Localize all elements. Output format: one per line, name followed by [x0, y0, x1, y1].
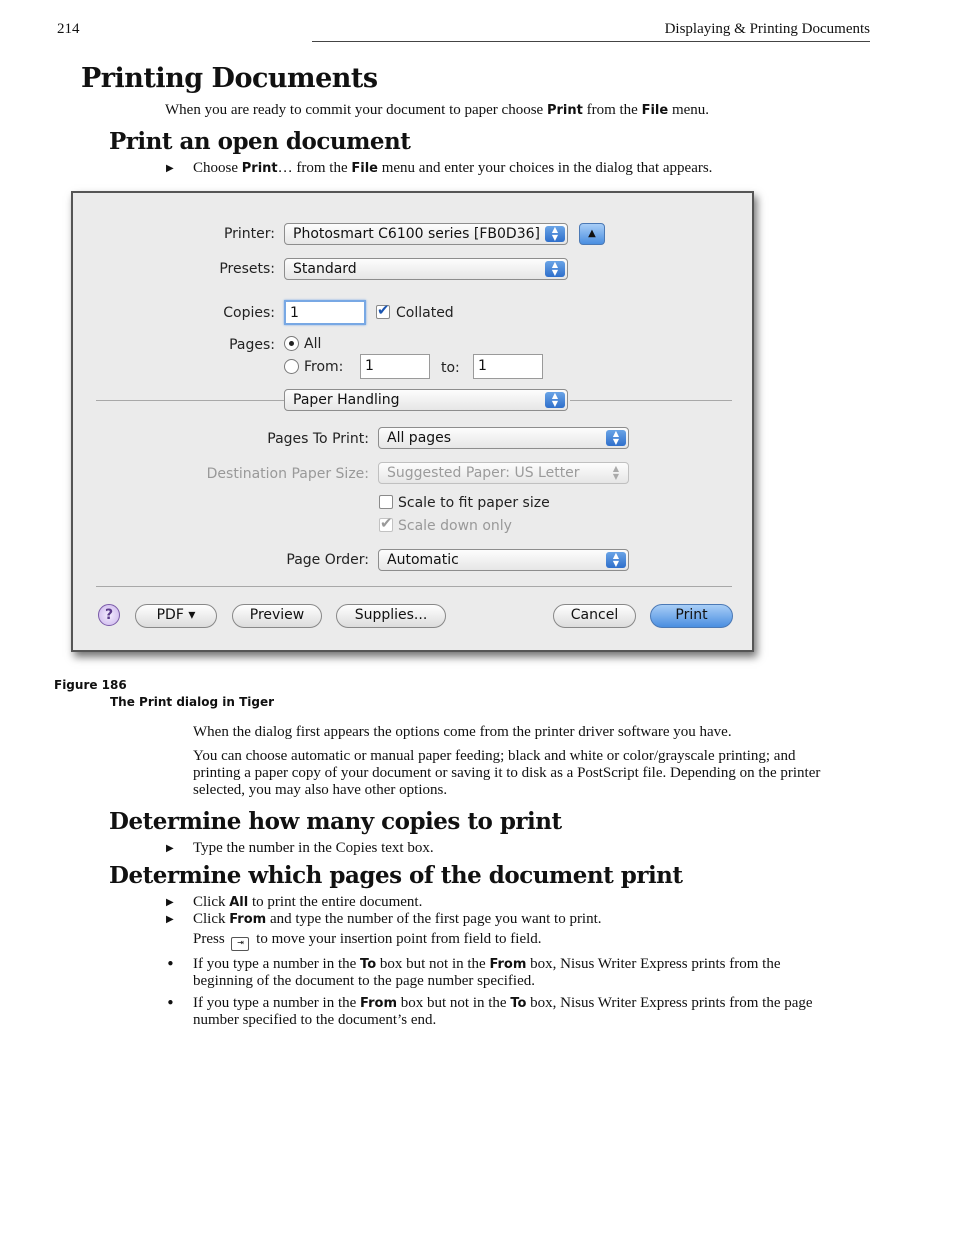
to-field[interactable]: 1 [473, 354, 543, 379]
tab-key-icon: ⇥ [231, 937, 249, 951]
checkmark-icon: ✔ [380, 514, 393, 532]
panel-value: Paper Handling [293, 392, 400, 408]
bullet-text: box, Nisus Writer Express prints from the page number specified to the document’s end. [193, 995, 813, 1028]
pages-all-radio[interactable] [284, 336, 299, 351]
intro-text: menu. [668, 102, 710, 118]
printer-label: Printer: [223, 226, 275, 242]
popup-arrows-icon: ▲ ▼ [606, 430, 626, 446]
pages-all-label: All [304, 336, 322, 352]
copies-label: Copies: [223, 305, 275, 321]
step-print-term: Print [241, 161, 278, 176]
divider [96, 586, 732, 587]
bullet-from-box [193, 995, 843, 1029]
arrow-bullet-icon: ▶ [166, 163, 174, 174]
page-order-label: Page Order: [286, 552, 369, 568]
to-label: to: [441, 360, 460, 376]
paragraph-driver: When the dialog first appears the options come from the printer driver software you have. [193, 724, 732, 740]
intro-paragraph [165, 102, 709, 119]
presets-value: Standard [293, 261, 357, 277]
step-text: Click [193, 894, 230, 910]
scale-down-checkbox [379, 514, 393, 532]
from-term: From [360, 996, 397, 1011]
section-title: Printing Documents [81, 63, 378, 94]
step-text: Press [193, 931, 229, 947]
figure-number: Figure 186 [54, 678, 127, 692]
scale-fit-checkbox[interactable] [379, 495, 393, 509]
destination-size-value: Suggested Paper: US Letter [387, 465, 580, 481]
dot-bullet-icon: • [166, 955, 175, 973]
bullet-to-box [193, 956, 843, 990]
printer-popup[interactable] [284, 223, 568, 245]
bullet-text: box but not in the [376, 956, 490, 972]
intro-text: When you are ready to commit your document to paper choose [165, 102, 547, 118]
heading-copies: Determine how many copies to print [109, 808, 562, 835]
intro-file-term: File [641, 103, 669, 118]
paragraph-options: You can choose automatic or manual paper feeding; black and white or color/grayscale printing; and printing a paper copy of your document or saving it to disk as a PostScript file. Depending on the printer selected, you may also have other options. [193, 748, 821, 798]
destination-size-label: Destination Paper Size: [206, 466, 369, 482]
from-term: From [229, 912, 267, 927]
checkmark-icon: ✔ [377, 301, 390, 319]
step-click-from [193, 911, 602, 928]
to-term: To [510, 996, 527, 1011]
pages-from-radio[interactable] [284, 359, 299, 374]
step-choose-print [193, 160, 712, 177]
help-icon: ? [104, 607, 114, 623]
arrow-bullet-icon: ▶ [166, 843, 174, 854]
pages-to-print-label: Pages To Print: [267, 431, 369, 447]
to-term: To [360, 957, 377, 972]
pages-to-print-value: All pages [387, 430, 452, 446]
step-text: and type the number of the first page you want to print. [266, 911, 602, 927]
from-field[interactable]: 1 [360, 354, 430, 379]
page-number: 214 [57, 21, 80, 37]
bullet-text: box, Nisus Writer Express prints from the beginning of the document to the page number specified. [193, 956, 781, 989]
running-head: Displaying & Printing Documents [664, 21, 870, 37]
popup-arrows-icon: ▲ ▼ [612, 464, 620, 481]
popup-arrows-icon: ▲ ▼ [545, 392, 565, 408]
page-order-value: Automatic [387, 552, 459, 568]
collated-label: Collated [396, 305, 454, 321]
step-text: menu and enter your choices in the dialog that appears. [377, 160, 713, 176]
bullet-text: box but not in the [396, 995, 511, 1011]
print-dialog [71, 191, 754, 652]
from-term: From [489, 957, 527, 972]
scale-down-label: Scale down only [398, 518, 512, 534]
divider [96, 400, 284, 401]
intro-text: from the [582, 102, 642, 118]
scale-fit-label: Scale to fit paper size [398, 495, 550, 511]
presets-label: Presets: [219, 261, 275, 277]
pages-label: Pages: [229, 337, 275, 353]
step-press-tab [193, 931, 542, 951]
presets-popup[interactable] [284, 258, 568, 280]
collated-checkbox[interactable] [376, 301, 390, 319]
heading-which-pages: Determine which pages of the document print [109, 862, 683, 889]
figure-caption: The Print dialog in Tiger [110, 695, 275, 709]
supplies-button[interactable]: Supplies... [336, 604, 446, 628]
arrow-bullet-icon: ▶ [166, 897, 174, 908]
step-text: Click [193, 911, 230, 927]
disclosure-button[interactable] [579, 223, 605, 245]
heading-print-open: Print an open document [109, 128, 411, 155]
all-term: All [229, 895, 249, 910]
printer-value: Photosmart C6100 series [FB0D36] [293, 226, 540, 242]
pdf-button[interactable]: PDF ▾ [135, 604, 217, 628]
step-text: … from the [277, 160, 352, 176]
destination-size-popup [378, 462, 629, 484]
step-text: to move your insertion point from field to field. [252, 931, 542, 947]
step-copies: Type the number in the Copies text box. [193, 840, 434, 856]
copies-field[interactable]: 1 [284, 300, 366, 325]
step-text: Choose [193, 160, 242, 176]
divider [570, 400, 732, 401]
pages-to-print-popup[interactable] [378, 427, 629, 449]
step-click-all [193, 894, 422, 911]
cancel-button[interactable]: Cancel [553, 604, 636, 628]
popup-arrows-icon: ▲ ▼ [545, 226, 565, 242]
pages-from-label: From: [304, 359, 344, 375]
panel-popup[interactable] [284, 389, 568, 411]
preview-button[interactable]: Preview [232, 604, 322, 628]
arrow-bullet-icon: ▶ [166, 914, 174, 925]
bullet-text: If you type a number in the [193, 995, 361, 1011]
disclosure-triangle-icon: ▲ [588, 228, 596, 239]
header-rule [312, 41, 870, 42]
page-order-popup[interactable] [378, 549, 629, 571]
popup-arrows-icon: ▲ ▼ [606, 552, 626, 568]
dot-bullet-icon: • [166, 994, 175, 1012]
print-button[interactable]: Print [650, 604, 733, 628]
popup-arrows-icon: ▲ ▼ [545, 261, 565, 277]
help-button[interactable] [98, 604, 120, 626]
step-file-term: File [351, 161, 378, 176]
intro-print-term: Print [546, 103, 583, 118]
step-text: to print the entire document. [248, 894, 423, 910]
bullet-text: If you type a number in the [193, 956, 361, 972]
